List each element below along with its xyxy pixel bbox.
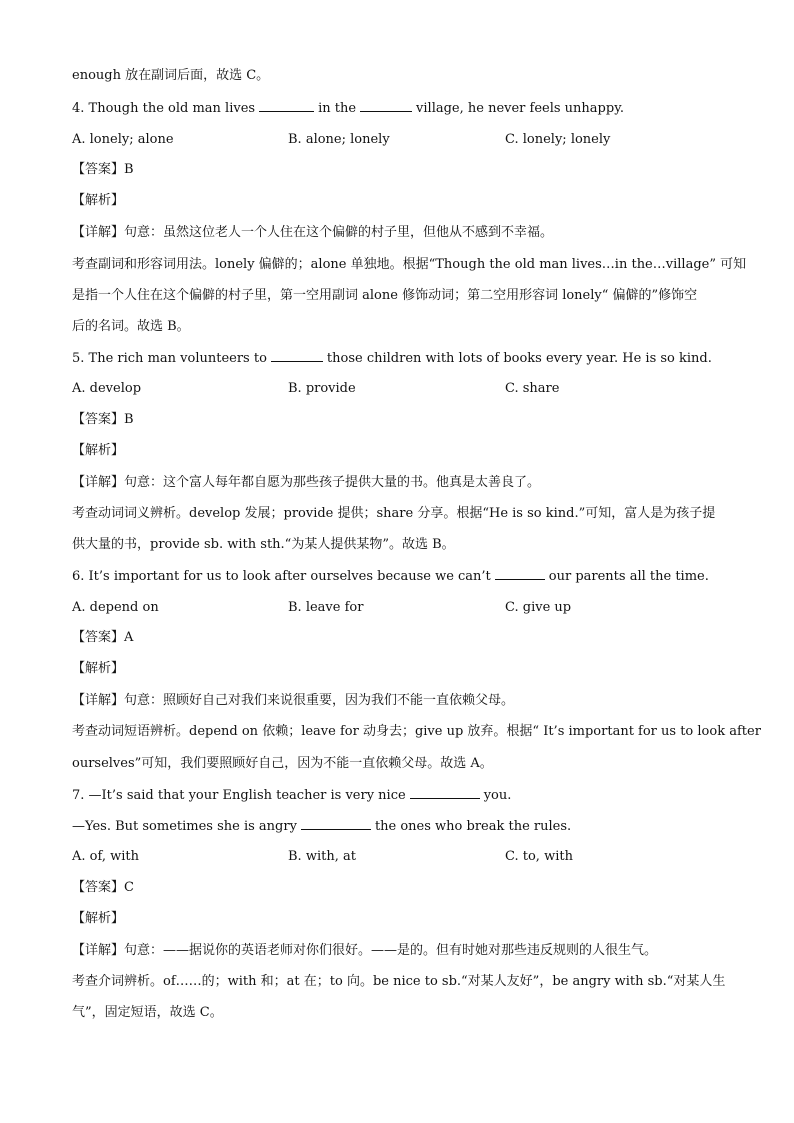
q6-answer: 【答案】A bbox=[72, 630, 134, 645]
q7-analysis-label: 【解析】 bbox=[72, 911, 125, 926]
q4-option-a: A. lonely; alone bbox=[72, 132, 174, 147]
q4-stem-part-b: in the bbox=[318, 101, 357, 116]
q7-detail: 【详解】句意：——据说你的英语老师对你们很好。——是的。但有时她对那些违反规则的人很生气。 bbox=[72, 943, 658, 958]
q7-blank-2 bbox=[301, 817, 371, 830]
q6-option-b: B. leave for bbox=[288, 600, 364, 615]
q6-stem bbox=[72, 567, 722, 586]
q5-blank bbox=[271, 349, 323, 362]
q5-option-a: A. develop bbox=[72, 381, 142, 396]
q4-option-b: B. alone; lonely bbox=[288, 132, 390, 147]
q6-option-a: A. depend on bbox=[72, 600, 159, 615]
q5-analysis-label: 【解析】 bbox=[72, 443, 125, 458]
q5-option-b: B. provide bbox=[288, 381, 356, 396]
q7-answer: 【答案】C bbox=[72, 880, 134, 895]
q4-answer: 【答案】B bbox=[72, 162, 134, 177]
q4-detail: 【详解】句意：虽然这位老人一个人住在这个偏僻的村子里，但他从不感到不幸福。 bbox=[72, 225, 554, 240]
q7-option-b: B. with, at bbox=[288, 849, 356, 864]
q6-option-c: C. give up bbox=[505, 600, 572, 615]
q4-stem-part-c: village, he never feels unhappy. bbox=[416, 101, 624, 116]
q6-explain-line-1: 考查动词短语辨析。depend on 依赖；leave for 动身去；give up 放弃。根据“ It’s important for us to look after bbox=[72, 724, 761, 739]
q6-stem-part-a: 6. It’s important for us to look after ourselves because we can’t bbox=[72, 569, 491, 584]
q4-analysis-label: 【解析】 bbox=[72, 193, 125, 208]
q7-line2-part-b: the ones who break the rules. bbox=[374, 819, 572, 834]
q6-stem-part-b: our parents all the time. bbox=[548, 569, 709, 584]
q5-stem-part-a: 5. The rich man volunteers to bbox=[72, 351, 267, 366]
q6-analysis-label: 【解析】 bbox=[72, 661, 125, 676]
q7-explain-line-1: 考查介词辨析。of……的；with 和；at 在；to 向。be nice to sb.“对某人友好”，be angry with sb.“对某人生 bbox=[72, 974, 726, 989]
q4-blank-2 bbox=[360, 99, 412, 112]
q7-line1-part-b: you. bbox=[483, 788, 512, 803]
q7-option-c: C. to, with bbox=[505, 849, 573, 864]
q5-option-c: C. share bbox=[505, 381, 560, 396]
q7-line1-part-a: 7. —It’s said that your English teacher is very nice bbox=[72, 788, 406, 803]
q7-explain-line-2: 气”，固定短语，故选 C。 bbox=[72, 1005, 223, 1020]
q7-blank-1 bbox=[410, 786, 480, 799]
q5-detail: 【详解】句意：这个富人每年都自愿为那些孩子提供大量的书。他真是太善良了。 bbox=[72, 475, 541, 490]
q7-stem-line-1 bbox=[72, 786, 722, 805]
q5-stem bbox=[72, 349, 722, 368]
q4-explain-line-3: 后的名词。故选 B。 bbox=[72, 319, 190, 334]
q4-blank-1 bbox=[259, 99, 314, 112]
q7-line2-part-a: —Yes. But sometimes she is angry bbox=[72, 819, 297, 834]
q6-explain-line-2: ourselves”可知，我们要照顾好自己，因为不能一直依赖父母。故选 A。 bbox=[72, 756, 493, 771]
q6-blank bbox=[495, 567, 545, 580]
q4-stem-part-a: 4. Though the old man lives bbox=[72, 101, 256, 116]
q4-explain-line-2: 是指一个人住在这个偏僻的村子里，第一空用副词 alone 修饰动词；第二空用形容词 lonely“ 偏僻的”修饰空 bbox=[72, 288, 698, 303]
q7-stem-line-2 bbox=[72, 817, 722, 836]
q5-explain-line-1: 考查动词词义辨析。develop 发展；provide 提供；share 分享。根据“He is so kind.”可知，富人是为孩子提 bbox=[72, 506, 716, 521]
q7-option-a: A. of, with bbox=[72, 849, 139, 864]
q6-detail: 【详解】句意：照顾好自己对我们来说很重要，因为我们不能一直依赖父母。 bbox=[72, 693, 515, 708]
intro-line: enough 放在副词后面，故选 C。 bbox=[72, 68, 270, 83]
q4-explain-line-1: 考查副词和形容词用法。lonely 偏僻的；alone 单独地。根据“Though the old man lives…in the…village” 可知 bbox=[72, 257, 747, 272]
q5-explain-line-2: 供大量的书，provide sb. with sth.“为某人提供某物”。故选 B。 bbox=[72, 537, 455, 552]
q4-stem bbox=[72, 99, 722, 118]
q4-option-c: C. lonely; lonely bbox=[505, 132, 611, 147]
q5-answer: 【答案】B bbox=[72, 412, 134, 427]
q5-stem-part-b: those children with lots of books every year. He is so kind. bbox=[326, 351, 712, 366]
